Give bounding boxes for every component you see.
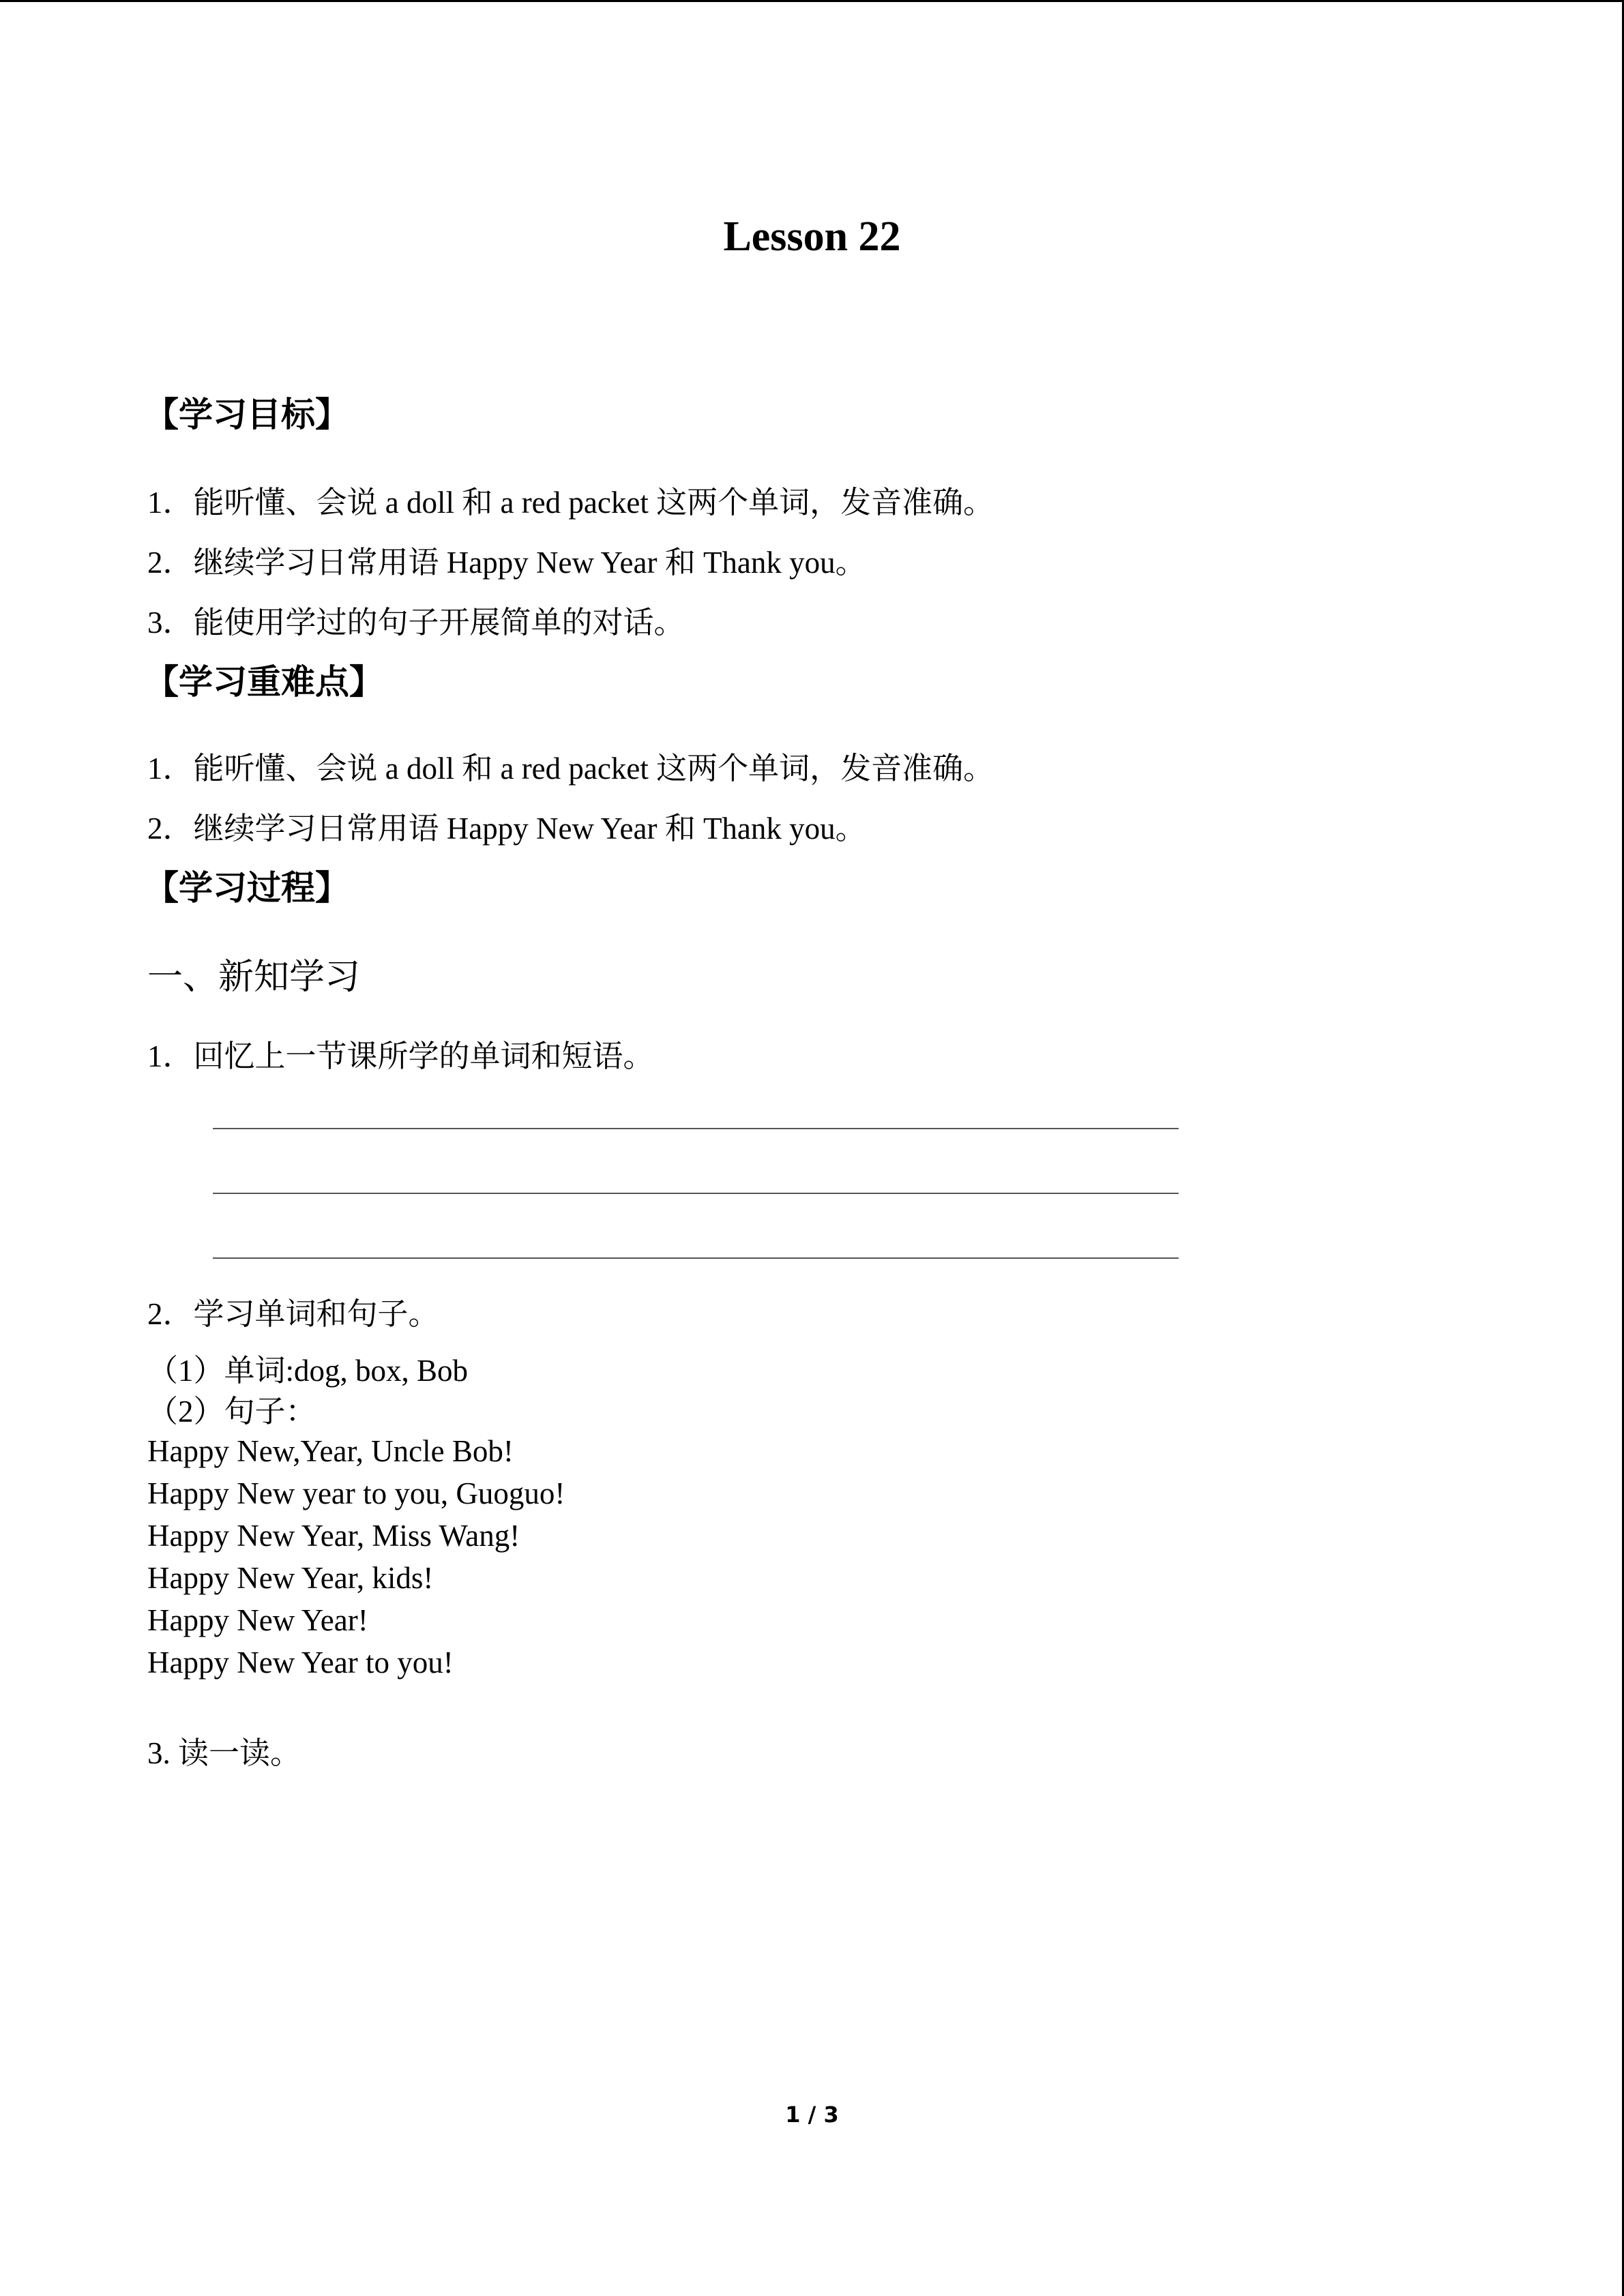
- process-heading: 【学习过程】: [145, 868, 349, 908]
- page-number: 1 / 3: [785, 2102, 839, 2128]
- step-3: 3. 读一读。: [147, 1736, 301, 1770]
- objective-item-2: 2．继续学习日常用语 Happy New Year 和 Thank you。: [147, 546, 866, 580]
- answer-line-1[interactable]: [213, 1128, 1179, 1129]
- objective-item-3: 3．能使用学过的句子开展简单的对话。: [147, 606, 685, 640]
- words-line: （1）单词:dog, box, Bob: [147, 1354, 469, 1388]
- page-title: Lesson 22: [723, 213, 901, 260]
- sentence-4: Happy New Year, kids!: [147, 1561, 434, 1595]
- objective-item-1: 1．能听懂、会说 a doll 和 a red packet 这两个单词，发音准确。: [147, 486, 994, 520]
- new-knowledge-subsection: 一、新知学习: [147, 957, 361, 998]
- key-points-heading: 【学习重难点】: [145, 662, 383, 702]
- sentence-6: Happy New Year to you!: [147, 1645, 454, 1680]
- sentences-label: （2）句子：: [147, 1395, 316, 1429]
- objectives-heading: 【学习目标】: [145, 395, 349, 434]
- sentence-1: Happy New,Year, Uncle Bob!: [147, 1434, 514, 1468]
- key-point-item-1: 1．能听懂、会说 a doll 和 a red packet 这两个单词，发音准确。: [147, 751, 994, 786]
- step-2: 2．学习单词和句子。: [147, 1297, 439, 1331]
- sentence-2: Happy New year to you, Guoguo!: [147, 1476, 565, 1510]
- answer-line-3[interactable]: [213, 1257, 1179, 1259]
- key-point-item-2: 2．继续学习日常用语 Happy New Year 和 Thank you。: [147, 811, 866, 846]
- step-1: 1．回忆上一节课所学的单词和短语。: [147, 1039, 654, 1073]
- answer-line-2[interactable]: [213, 1193, 1179, 1194]
- sentence-3: Happy New Year, Miss Wang!: [147, 1519, 520, 1553]
- sentence-5: Happy New Year!: [147, 1603, 368, 1637]
